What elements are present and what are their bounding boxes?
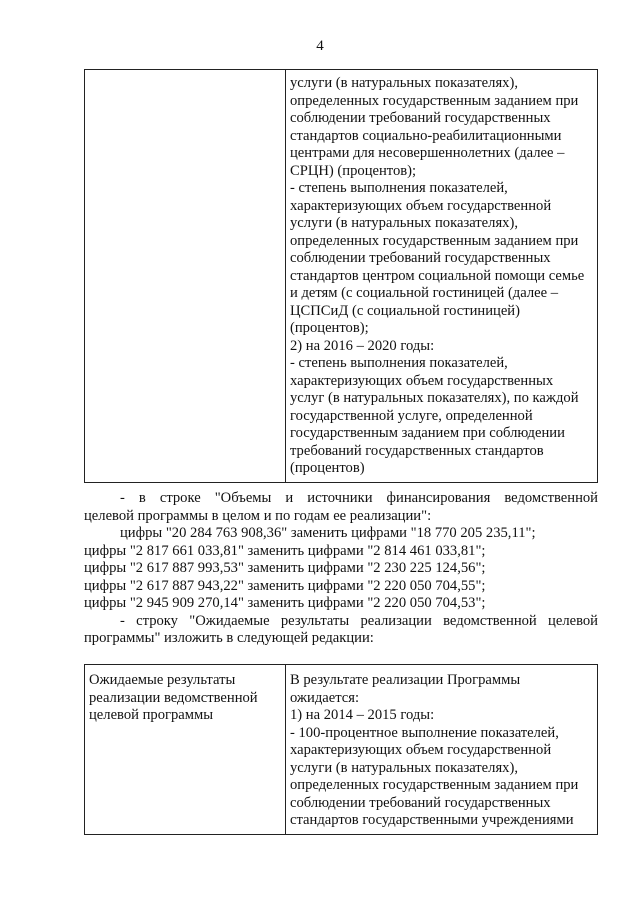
- replacement-line: цифры "2 945 909 270,14" заменить цифрами "2 220 050 704,53";: [84, 595, 486, 611]
- table-row: [85, 70, 598, 483]
- cell-line: требований государственных стандартов: [290, 442, 544, 459]
- expected-results-table: [84, 664, 598, 835]
- cell-line: 1) на 2014 – 2015 годы:: [290, 707, 435, 723]
- cell-line: целевой программы: [89, 707, 214, 723]
- cell-line: услуги (в натуральных показателях),: [290, 215, 518, 231]
- cell-line: соблюдении требований государственных: [290, 250, 551, 266]
- cell-line: Ожидаемые результаты: [89, 672, 236, 688]
- table-cell-right: [286, 665, 598, 835]
- cell-line: - степень выполнения показателей,: [290, 180, 508, 196]
- replacement-line: цифры "20 284 763 908,36" заменить цифрами "18 770 205 235,11";: [120, 525, 536, 541]
- table-row: [85, 665, 598, 835]
- paragraph-results-line: программы" изложить в следующей редакции:: [84, 630, 374, 646]
- cell-line: и детям (с социальной гостиницей (далее –: [290, 285, 559, 301]
- cell-line: (процентов): [290, 460, 365, 476]
- cell-line: реализации ведомственной: [89, 689, 258, 706]
- cell-line: - 100-процентное выполнение показателей,: [290, 724, 559, 741]
- cell-line: услуги (в натуральных показателях),: [290, 759, 518, 776]
- cell-line: стандартов государственными учреждениями: [290, 812, 574, 828]
- cell-line: ЦСПСиД (с социальной гостиницей): [290, 302, 520, 319]
- cell-line: государственным заданием при соблюдении: [290, 425, 565, 441]
- paragraph-financing-line: целевой программы в целом и по годам ее реализации":: [84, 507, 432, 524]
- replacement-line: цифры "2 817 661 033,81" заменить цифрами "2 814 461 033,81";: [84, 542, 486, 559]
- cell-line: определенных государственным заданием при: [290, 777, 579, 793]
- paragraph-results-line: - строку "Ожидаемые результаты реализации ведомственной целевой: [120, 612, 598, 629]
- cell-line: соблюдении требований государственных: [290, 794, 551, 811]
- table-cell-left: [85, 70, 286, 483]
- cell-line: - степень выполнения показателей,: [290, 355, 508, 371]
- cell-line: характеризующих объем государственных: [290, 372, 554, 389]
- table-cell-left: [85, 665, 286, 835]
- cell-line: центрами для несовершеннолетних (далее –: [290, 145, 565, 161]
- paragraph-financing-line: - в строке "Объемы и источники финансирования ведомственной: [120, 490, 598, 506]
- cell-line: характеризующих объем государственной: [290, 742, 552, 758]
- cell-line: 2) на 2016 – 2020 годы:: [290, 337, 435, 354]
- amendment-text: [84, 490, 598, 648]
- cell-line: (процентов);: [290, 320, 369, 336]
- cell-line: характеризующих объем государственной: [290, 197, 552, 214]
- cell-line: ожидается:: [290, 689, 360, 706]
- table-cell-right: [286, 70, 598, 483]
- cell-line: государственной услуге, определенной: [290, 407, 533, 424]
- cell-line: стандартов центром социальной помощи семье: [290, 267, 585, 284]
- cell-line: СРЦН) (процентов);: [290, 162, 417, 179]
- cell-line: услуги (в натуральных показателях),: [290, 75, 518, 91]
- replacement-line: цифры "2 617 887 943,22" заменить цифрами "2 220 050 704,55";: [84, 577, 486, 594]
- cell-line: соблюдении требований государственных: [290, 110, 551, 126]
- cell-line: В результате реализации Программы: [290, 672, 521, 688]
- page-number: 4: [316, 38, 324, 54]
- cell-line: определенных государственным заданием при: [290, 232, 579, 249]
- cell-line: услуг (в натуральных показателях), по каждой: [290, 390, 579, 406]
- table-continuation: [84, 69, 598, 483]
- replacement-line: цифры "2 617 887 993,53" заменить цифрами "2 230 225 124,56";: [84, 560, 486, 576]
- cell-line: определенных государственным заданием при: [290, 92, 579, 109]
- cell-line: стандартов социально-реабилитационными: [290, 127, 562, 144]
